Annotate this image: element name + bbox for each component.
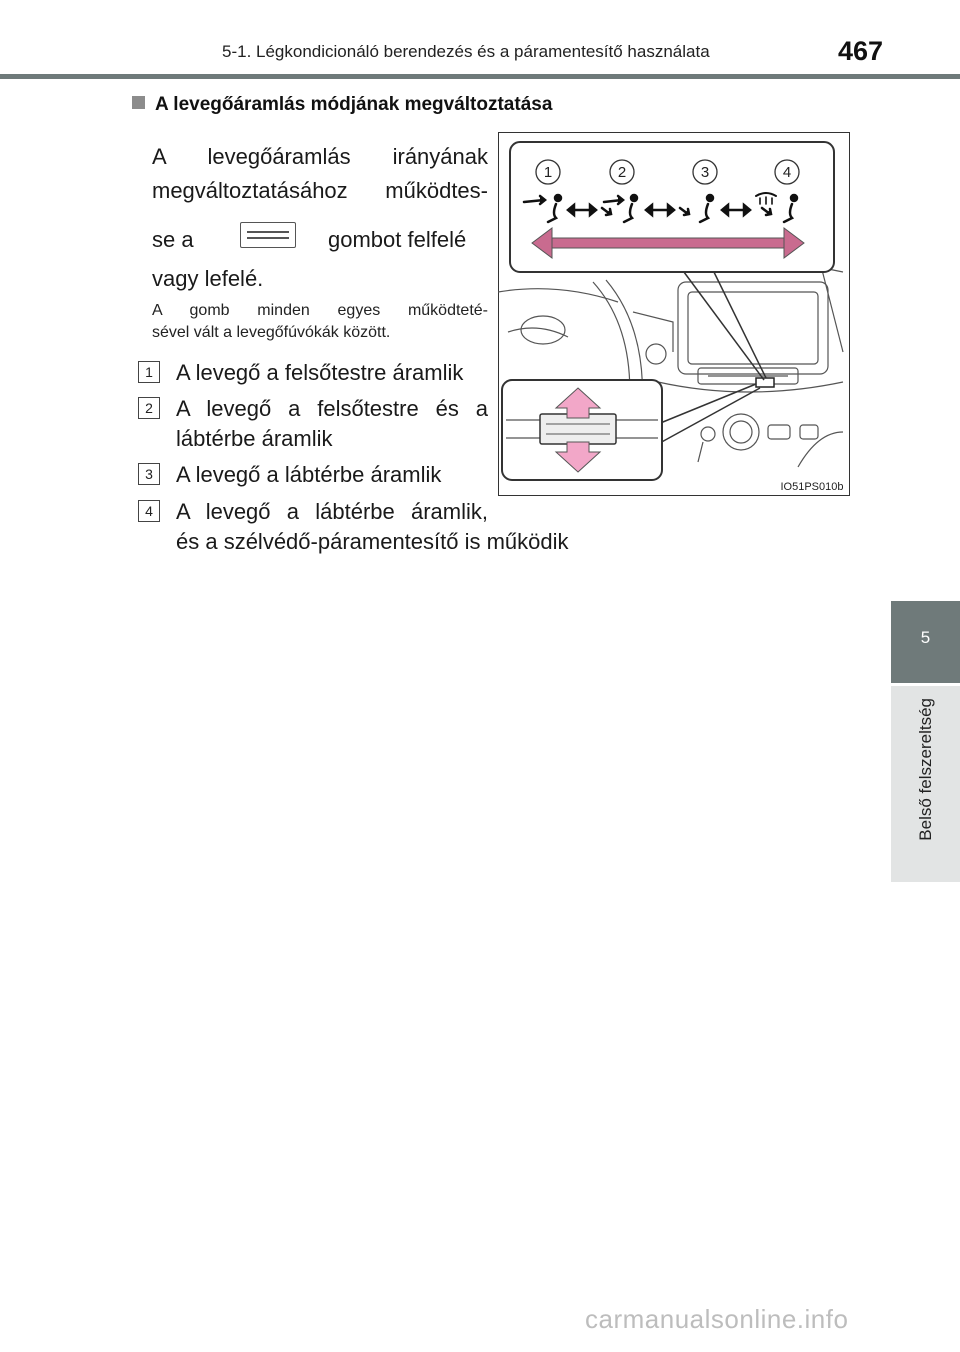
section-heading-text: A levegőáramlás módjának megváltoztatása: [155, 94, 553, 115]
header-title: 5-1. Légkondicionáló berendezés és a páramentesítő használata: [222, 42, 710, 61]
dashboard-figure: [498, 132, 850, 496]
watermark: carmanualsonline.info: [585, 1304, 849, 1334]
item-2-line-2: lábtérbe áramlik: [176, 426, 333, 451]
chapter-tab-number[interactable]: 5: [891, 601, 960, 683]
body-line-4: vagy lefelé.: [152, 266, 264, 291]
item-2-line-1: A levegő a felsőtestre és a: [176, 396, 488, 421]
mode-slider-button-icon: [240, 222, 296, 248]
callout-number-4: 4: [782, 164, 792, 181]
body-line-3b: gombot felfelé: [328, 227, 467, 252]
chapter-tab-label[interactable]: [891, 686, 960, 882]
callout-number-1: 1: [543, 164, 553, 181]
item-number-2: 2: [138, 397, 160, 419]
body-line-1: A levegőáramlás irányának: [152, 144, 488, 169]
button-zoom-inset: [502, 380, 662, 480]
item-3-line-1: A levegő a lábtérbe áramlik: [176, 462, 442, 487]
body-line-2: megváltoztatásához működtes-: [152, 178, 488, 203]
item-number-1: 1: [138, 361, 160, 383]
body-line-3a: se a: [152, 227, 194, 252]
figure-code: IO51PS010b: [780, 481, 844, 493]
note-line-2: sével vált a levegőfúvókák között.: [152, 324, 391, 341]
header-rule: [0, 74, 960, 79]
item-4-line-2: és a szélvédő-páramentesítő is működik: [176, 529, 569, 554]
note-line-1: A gomb minden egyes működteté-: [152, 302, 488, 319]
item-number-3: 3: [138, 463, 160, 485]
square-bullet-icon: [132, 96, 145, 109]
callout-number-3: 3: [700, 164, 710, 181]
chapter-tab-label-text: Belső felszereltség: [915, 698, 935, 841]
item-4-line-1: A levegő a lábtérbe áramlik,: [176, 499, 488, 524]
page-number: 467: [838, 36, 884, 66]
item-number-4: 4: [138, 500, 160, 522]
item-1-line-1: A levegő a felsőtestre áramlik: [176, 360, 464, 385]
callout-number-2: 2: [617, 164, 627, 181]
section-heading: [132, 94, 552, 116]
mode-button-highlight: [756, 378, 774, 387]
